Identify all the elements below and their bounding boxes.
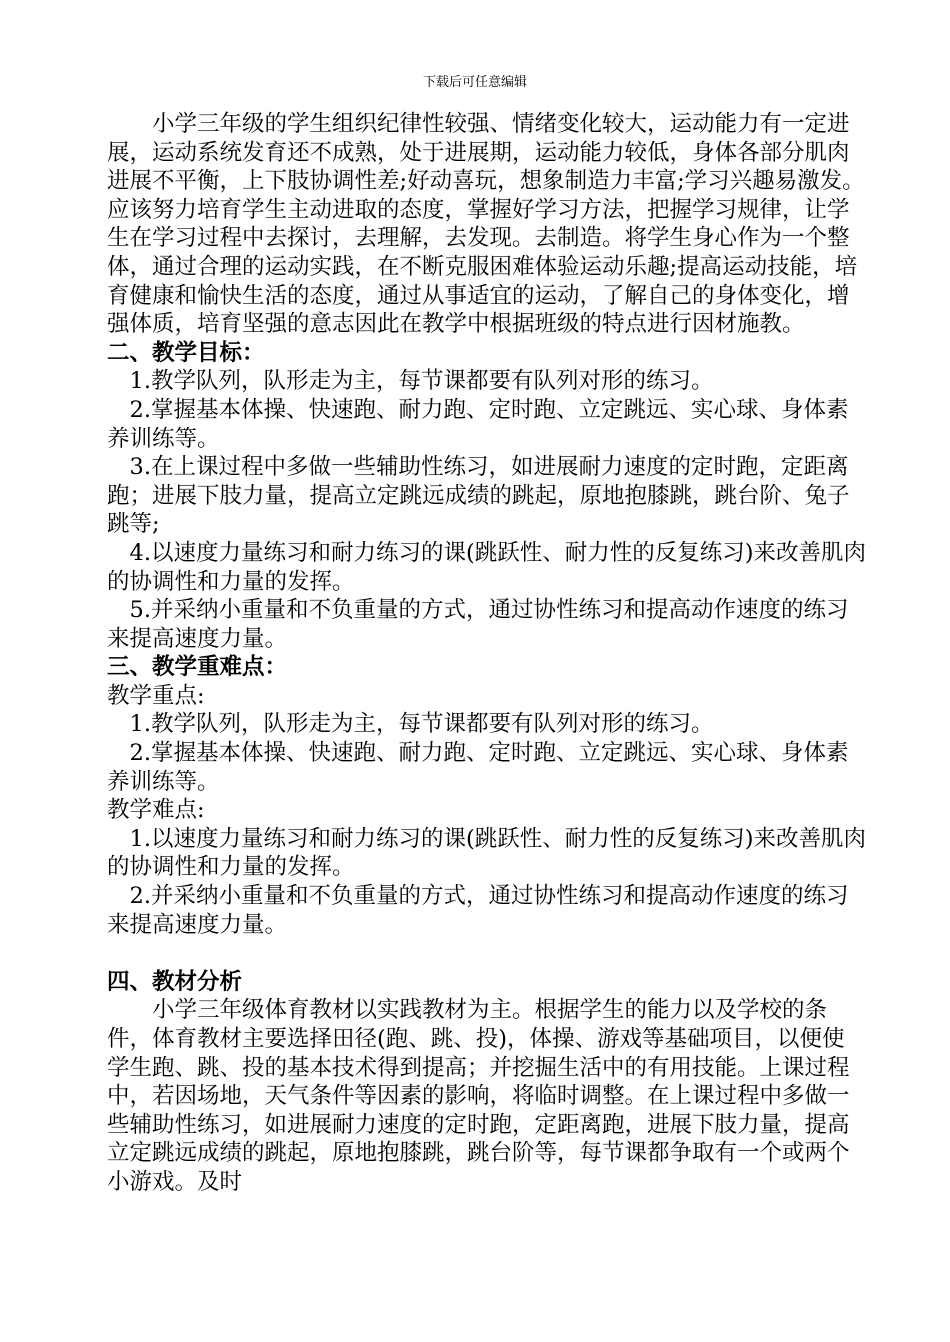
key-points-label: 教学重点: xyxy=(107,682,205,709)
material-analysis-paragraph: 小学三年级体育教材以实践教材为主。根据学生的能力以及学校的条件，体育教材主要选择田径(跑、跳、投)，体操、游戏等基础项目，以便使学生跑、跳、投的基本技术得到提高；并挖掘生活中的有用技能。上课过程中，若因场地，天气条件等因素的影响，将临时调整。在上课过程中多做一些辅助性练习，如进展耐力速度的定时跑，定距离跑，进展下肢力量，提高立定跳远成绩的跳起，原地抱膝跳，跳台阶等，每节课都争取有一个或两个小游戏。及时 xyxy=(107,997,850,1195)
intro-paragraph: 小学三年级的学生组织纪律性较强、情绪变化较大，运动能力有一定进展，运动系统发育还不成熟，处于进展期，运动能力较低，身体各部分肌肉进展不平衡，上下肢协调性差;好动喜玩，想象制造力丰富;学习兴趣易激发。应该努力培育学生主动进取的态度，掌握好学习方法，把握学习规律，让学生在学习过程中去探讨，去理解，去发现。去制造。将学生身心作为一个整体，通过合理的运动实践，在不断克服困难体验运动乐趣;提高运动技能，培育健康和愉快生活的态度，通过从事适宜的运动，了解自己的身体变化，增强体质，培育坚强的意志因此在教学中根据班级的特点进行因材施教。 xyxy=(107,111,865,338)
section-heading-key-difficulties: 三、教学重难点： xyxy=(107,654,288,681)
document-body xyxy=(107,110,867,1197)
difficulty-item-2: 2.并采纳小重量和不负重量的方式，通过协性练习和提高动作速度的练习来提高速度力量。 xyxy=(107,883,849,938)
section-heading-material-analysis: 四、教材分析 xyxy=(107,968,243,995)
goal-item-1: 1.教学队列，队形走为主，每节课都要有队列对形的练习。 xyxy=(129,368,714,395)
goal-item-3: 3.在上课过程中多做一些辅助性练习，如进展耐力速度的定时跑，定距离跑；进展下肢力量，提高立定跳远成绩的跳起，原地抱膝跳，跳台阶、兔子跳等; xyxy=(107,454,850,538)
key-item-2: 2.掌握基本体操、快速跑、耐力跑、定时跑、立定跳远、实心球、身体素养训练等。 xyxy=(107,740,849,795)
page-header: 下载后可任意编辑 xyxy=(422,75,527,90)
difficulty-label: 教学难点: xyxy=(107,797,205,824)
goal-item-2: 2.掌握基本体操、快速跑、耐力跑、定时跑、立定跳远、实心球、身体素养训练等。 xyxy=(107,396,849,452)
difficulty-item-1: 1.以速度力量练习和耐力练习的课(跳跃性、耐力性的反复练习)来改善肌肉的协调性和力量的发挥。 xyxy=(107,825,867,881)
goal-item-5: 5.并采纳小重量和不负重量的方式，通过协性练习和提高动作速度的练习来提高速度力量。 xyxy=(107,597,849,652)
goal-item-4: 4.以速度力量练习和耐力练习的课(跳跃性、耐力性的反复练习)来改善肌肉的协调性和力量的发挥。 xyxy=(107,539,867,595)
section-heading-teaching-goals: 二、教学目标： xyxy=(107,339,265,366)
section-spacer xyxy=(107,939,867,968)
key-item-1: 1.教学队列，队形走为主，每节课都要有队列对形的练习。 xyxy=(129,711,714,738)
